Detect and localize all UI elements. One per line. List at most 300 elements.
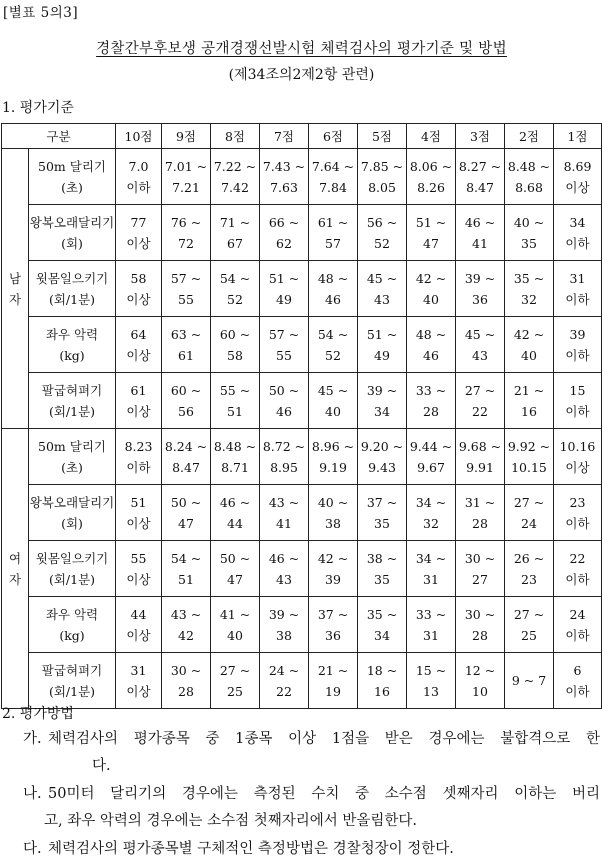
score-value: 57 ~ 55 <box>268 326 300 363</box>
score-value: 7.21 <box>172 179 200 195</box>
score-value: 26 ~ 23 <box>513 550 545 587</box>
test-item-label: (kg) <box>59 347 85 363</box>
score-value: 7.64 ~ <box>311 158 355 174</box>
test-item-label: (회/1분) <box>48 403 96 419</box>
score-cell <box>505 597 554 653</box>
score-value: 이상 <box>126 291 151 307</box>
score-value: 18 ~ 16 <box>366 662 398 699</box>
test-item-cell <box>29 373 116 429</box>
score-cell <box>211 261 260 317</box>
score-value: 55 ~ 51 <box>219 382 251 419</box>
score-value: 이상 <box>565 459 590 475</box>
score-value: 57 ~ 55 <box>170 270 202 307</box>
score-value: 이상 <box>126 683 151 699</box>
test-item-cell <box>29 485 116 541</box>
score-value: 39 ~ 34 <box>366 382 398 419</box>
table-header-row <box>2 124 602 149</box>
score-value: 39 ~ 38 <box>268 606 300 643</box>
score-value: 10.15 <box>511 459 547 475</box>
score-cell <box>116 597 162 653</box>
score-cell <box>116 429 162 485</box>
method-item <box>0 838 603 862</box>
score-value: 46 ~ 44 <box>219 494 251 531</box>
method-item-text: 체력검사의 평가종목별 구체적인 측정방법은 경찰청장이 정한다. <box>48 841 454 857</box>
score-cell <box>358 205 407 261</box>
header-score: 8점 <box>211 124 260 149</box>
score-cell <box>456 261 505 317</box>
score-cell <box>456 541 505 597</box>
score-value: 66 ~ 62 <box>268 214 300 251</box>
score-cell <box>116 373 162 429</box>
score-cell <box>162 653 211 709</box>
header-score: 9점 <box>162 124 211 149</box>
test-item-cell <box>29 149 116 205</box>
score-value: 8.24 ~ <box>164 438 208 454</box>
score-value: 이상 <box>126 403 151 419</box>
score-cell <box>309 205 358 261</box>
score-cell <box>407 653 456 709</box>
score-value: 45 ~ 40 <box>317 382 349 419</box>
gender-label: 여 <box>8 550 22 566</box>
score-value: 22 <box>569 550 586 566</box>
score-cell <box>554 373 602 429</box>
score-cell <box>358 429 407 485</box>
score-value: 10.16 <box>559 438 596 454</box>
score-value: 45 ~ 43 <box>464 326 496 363</box>
score-value: 8.72 ~ <box>262 438 306 454</box>
score-value: 27 ~ 25 <box>219 662 251 699</box>
score-cell <box>260 485 309 541</box>
score-value: 51 ~ 49 <box>366 326 398 363</box>
score-cell <box>505 541 554 597</box>
table-row <box>2 317 602 373</box>
table-row <box>2 597 602 653</box>
score-value: 24 ~ 22 <box>268 662 300 699</box>
method-item-text: 체력검사의 평가종목 중 1종목 이상 1점을 받은 경우에는 불합격으로 한 <box>48 731 600 747</box>
score-cell <box>162 597 211 653</box>
score-cell <box>358 373 407 429</box>
score-value: 30 ~ 28 <box>170 662 202 699</box>
score-value: 23 <box>569 494 586 510</box>
score-cell <box>211 317 260 373</box>
header-score: 3점 <box>456 124 505 149</box>
score-value: 9.67 <box>417 459 445 475</box>
score-cell <box>456 429 505 485</box>
score-value: 7.63 <box>270 179 298 195</box>
score-cell <box>116 261 162 317</box>
score-value: 30 ~ 27 <box>464 550 496 587</box>
table-row <box>2 149 602 205</box>
score-value: 61 <box>130 382 147 398</box>
gender-label: 남 <box>8 270 22 286</box>
score-value: 이하 <box>126 459 151 475</box>
score-value: 이하 <box>565 235 590 251</box>
score-cell <box>554 597 602 653</box>
score-value: 38 ~ 35 <box>366 550 398 587</box>
score-value: 44 <box>130 606 147 622</box>
method-item-marker: 나. <box>23 786 42 802</box>
table-row <box>2 205 602 261</box>
section1-heading: 1. 평가기준 <box>2 100 74 116</box>
score-cell <box>309 317 358 373</box>
score-cell <box>554 317 602 373</box>
score-value: 42 ~ 40 <box>513 326 545 363</box>
score-value: 7.01 ~ <box>164 158 208 174</box>
score-cell <box>505 317 554 373</box>
score-value: 이하 <box>565 683 590 699</box>
test-item-label: (회) <box>61 515 83 531</box>
evaluation-criteria-table <box>1 123 602 709</box>
document-title-text: 경찰간부후보생 공개경쟁선발시험 체력검사의 평가기준 및 방법 <box>96 41 507 57</box>
score-value: 8.27 ~ <box>458 158 502 174</box>
score-cell <box>554 261 602 317</box>
score-cell <box>162 373 211 429</box>
score-value: 이하 <box>565 403 590 419</box>
score-cell <box>407 429 456 485</box>
score-value: 54 ~ 52 <box>317 326 349 363</box>
score-value: 46 ~ 43 <box>268 550 300 587</box>
method-item-marker: 다. <box>23 841 42 857</box>
score-value: 이상 <box>126 515 151 531</box>
score-value: 8.47 <box>172 459 200 475</box>
method-item-text-continued: 고, 좌우 악력의 경우에는 소수점 첫째자리에서 반올림한다. <box>44 813 418 829</box>
score-cell <box>162 317 211 373</box>
score-value: 이상 <box>126 347 151 363</box>
document-subtitle: (제34조의2제2항 관련) <box>228 67 375 83</box>
score-value: 46 ~ 41 <box>464 214 496 251</box>
score-value: 39 ~ 36 <box>464 270 496 307</box>
score-cell <box>309 261 358 317</box>
score-value: 8.06 ~ <box>409 158 453 174</box>
score-value: 50 ~ 46 <box>268 382 300 419</box>
score-value: 64 <box>130 326 147 342</box>
method-item-marker: 가. <box>23 731 42 747</box>
annex-label: [별표 5의3] <box>3 5 79 21</box>
score-cell <box>554 485 602 541</box>
score-value: 8.05 <box>368 179 396 195</box>
score-value: 27 ~ 24 <box>513 494 545 531</box>
score-value: 8.23 <box>124 438 153 454</box>
score-cell <box>211 429 260 485</box>
score-cell <box>162 485 211 541</box>
score-value: 이상 <box>565 179 590 195</box>
test-item-label: (회) <box>61 235 83 251</box>
score-cell <box>505 485 554 541</box>
score-value: 12 ~ 10 <box>464 662 496 699</box>
score-value: 60 ~ 58 <box>219 326 251 363</box>
score-value: 8.68 <box>515 179 543 195</box>
score-value: 24 <box>569 606 586 622</box>
score-value: 9 ~ 7 <box>511 673 547 688</box>
method-item <box>0 728 603 776</box>
score-value: 이하 <box>565 291 590 307</box>
score-cell <box>260 541 309 597</box>
score-cell <box>554 429 602 485</box>
score-cell <box>309 149 358 205</box>
score-cell <box>309 541 358 597</box>
score-cell <box>554 653 602 709</box>
test-item-label: 팔굽혀펴기 <box>41 382 103 398</box>
score-value: 27 ~ 22 <box>464 382 496 419</box>
score-value: 21 ~ 16 <box>513 382 545 419</box>
score-value: 6 <box>573 662 582 678</box>
score-cell <box>260 373 309 429</box>
score-cell <box>456 317 505 373</box>
score-cell <box>505 205 554 261</box>
score-cell <box>456 653 505 709</box>
score-value: 7.22 ~ <box>213 158 257 174</box>
score-cell <box>358 485 407 541</box>
score-cell <box>309 485 358 541</box>
score-value: 8.26 <box>417 179 445 195</box>
score-cell <box>407 261 456 317</box>
score-value: 9.68 ~ <box>458 438 502 454</box>
score-cell <box>162 261 211 317</box>
score-value: 7.84 <box>319 179 347 195</box>
test-item-cell <box>29 653 116 709</box>
score-value: 43 ~ 41 <box>268 494 300 531</box>
score-value: 40 ~ 35 <box>513 214 545 251</box>
table-row <box>2 261 602 317</box>
score-value: 15 ~ 13 <box>415 662 447 699</box>
score-value: 30 ~ 28 <box>464 606 496 643</box>
score-value: 33 ~ 31 <box>415 606 447 643</box>
test-item-label: 좌우 악력 <box>45 326 99 342</box>
header-score: 4점 <box>407 124 456 149</box>
score-cell <box>260 317 309 373</box>
score-value: 63 ~ 61 <box>170 326 202 363</box>
score-value: 9.20 ~ <box>360 438 404 454</box>
test-item-cell <box>29 541 116 597</box>
score-value: 21 ~ 19 <box>317 662 349 699</box>
score-cell <box>116 485 162 541</box>
score-value: 50 ~ 47 <box>219 550 251 587</box>
score-cell <box>309 429 358 485</box>
score-value: 31 <box>569 270 586 286</box>
score-cell <box>407 541 456 597</box>
header-score: 2점 <box>505 124 554 149</box>
header-score: 1점 <box>554 124 602 149</box>
score-value: 이상 <box>126 235 151 251</box>
score-value: 51 <box>130 494 147 510</box>
score-value: 8.47 <box>466 179 494 195</box>
score-cell <box>162 205 211 261</box>
score-cell <box>505 653 554 709</box>
score-value: 8.48 ~ <box>213 438 257 454</box>
test-item-label: 윗몸일으키기 <box>35 550 109 566</box>
score-value: 51 ~ 49 <box>268 270 300 307</box>
score-cell <box>211 653 260 709</box>
score-cell <box>309 597 358 653</box>
header-score: 6점 <box>309 124 358 149</box>
score-cell <box>505 373 554 429</box>
score-cell <box>456 485 505 541</box>
score-cell <box>407 149 456 205</box>
score-cell <box>505 261 554 317</box>
score-value: 33 ~ 28 <box>415 382 447 419</box>
score-cell <box>211 205 260 261</box>
score-cell <box>407 597 456 653</box>
test-item-label: 50m 달리기 <box>38 438 106 454</box>
score-value: 42 ~ 39 <box>317 550 349 587</box>
score-cell <box>554 541 602 597</box>
score-cell <box>554 205 602 261</box>
test-item-label: (회/1분) <box>48 291 96 307</box>
score-value: 9.92 ~ <box>507 438 551 454</box>
score-value: 48 ~ 46 <box>415 326 447 363</box>
score-value: 34 <box>569 214 586 230</box>
score-value: 이하 <box>565 515 590 531</box>
test-item-label: (kg) <box>59 627 85 643</box>
table-row <box>2 653 602 709</box>
score-value: 9.43 <box>368 459 396 475</box>
test-item-cell <box>29 261 116 317</box>
score-cell <box>407 205 456 261</box>
score-value: 37 ~ 36 <box>317 606 349 643</box>
score-value: 8.96 ~ <box>311 438 355 454</box>
score-cell <box>260 149 309 205</box>
score-value: 8.95 <box>270 459 298 475</box>
score-value: 이하 <box>565 571 590 587</box>
score-cell <box>260 653 309 709</box>
score-value: 54 ~ 51 <box>170 550 202 587</box>
score-value: 7.85 ~ <box>360 158 404 174</box>
score-value: 77 <box>130 214 147 230</box>
score-cell <box>211 541 260 597</box>
score-value: 31 ~ 28 <box>464 494 496 531</box>
score-cell <box>456 149 505 205</box>
method-item-text-continued: 다. <box>92 758 111 774</box>
score-value: 61 ~ 57 <box>317 214 349 251</box>
score-cell <box>211 485 260 541</box>
score-value: 51 ~ 47 <box>415 214 447 251</box>
test-item-label: (초) <box>61 459 83 475</box>
score-cell <box>407 317 456 373</box>
test-item-label: (회/1분) <box>48 683 96 699</box>
test-item-label: (초) <box>61 179 83 195</box>
score-cell <box>116 205 162 261</box>
gender-label: 자 <box>8 571 22 587</box>
score-value: 55 <box>130 550 147 566</box>
test-item-label: 왕복오래달리기 <box>29 494 115 510</box>
score-cell <box>211 149 260 205</box>
score-cell <box>309 653 358 709</box>
test-item-label: 윗몸일으키기 <box>35 270 109 286</box>
score-cell <box>116 653 162 709</box>
table-row <box>2 541 602 597</box>
test-item-cell <box>29 205 116 261</box>
header-score: 7점 <box>260 124 309 149</box>
score-cell <box>116 541 162 597</box>
score-value: 7.42 <box>221 179 249 195</box>
score-value: 이하 <box>126 179 151 195</box>
score-cell <box>358 541 407 597</box>
score-value: 15 <box>569 382 586 398</box>
score-value: 8.71 <box>221 459 249 475</box>
score-cell <box>162 541 211 597</box>
score-value: 이상 <box>126 571 151 587</box>
score-cell <box>358 317 407 373</box>
score-value: 8.48 ~ <box>507 158 551 174</box>
score-value: 58 <box>130 270 147 286</box>
score-value: 76 ~ 72 <box>170 214 202 251</box>
score-cell <box>358 653 407 709</box>
score-cell <box>358 149 407 205</box>
test-item-label: 50m 달리기 <box>38 158 106 174</box>
score-cell <box>116 317 162 373</box>
score-cell <box>456 597 505 653</box>
document-title <box>0 37 603 58</box>
test-item-cell <box>29 429 116 485</box>
score-value: 이상 <box>126 627 151 643</box>
method-item-text: 50미터 달리기의 경우에는 측정된 수치 중 소수점 셋째자리 이하는 버리 <box>48 786 600 802</box>
score-value: 41 ~ 40 <box>219 606 251 643</box>
section2-heading: 2. 평가방법 <box>2 706 74 722</box>
score-cell <box>211 373 260 429</box>
score-value: 42 ~ 40 <box>415 270 447 307</box>
score-value: 48 ~ 46 <box>317 270 349 307</box>
score-value: 45 ~ 43 <box>366 270 398 307</box>
score-cell <box>505 429 554 485</box>
test-item-cell <box>29 597 116 653</box>
score-value: 35 ~ 32 <box>513 270 545 307</box>
score-value: 9.44 ~ <box>409 438 453 454</box>
score-cell <box>116 149 162 205</box>
header-score: 5점 <box>358 124 407 149</box>
score-cell <box>162 149 211 205</box>
method-item <box>0 783 603 831</box>
score-value: 35 ~ 34 <box>366 606 398 643</box>
score-value: 39 <box>569 326 586 342</box>
score-cell <box>260 261 309 317</box>
score-value: 8.69 <box>563 158 592 174</box>
score-value: 60 ~ 56 <box>170 382 202 419</box>
score-value: 34 ~ 31 <box>415 550 447 587</box>
score-cell <box>260 597 309 653</box>
score-cell <box>505 149 554 205</box>
score-value: 9.91 <box>466 459 494 475</box>
score-value: 27 ~ 25 <box>513 606 545 643</box>
score-cell <box>358 597 407 653</box>
score-cell <box>260 205 309 261</box>
test-item-label: 좌우 악력 <box>45 606 99 622</box>
header-category: 구분 <box>2 124 116 149</box>
score-cell <box>358 261 407 317</box>
header-score: 10점 <box>116 124 162 149</box>
test-item-label: 왕복오래달리기 <box>29 214 115 230</box>
table-body <box>2 124 602 709</box>
score-value: 56 ~ 52 <box>366 214 398 251</box>
test-item-label: (회/1분) <box>48 571 96 587</box>
score-value: 40 ~ 38 <box>317 494 349 531</box>
score-value: 54 ~ 52 <box>219 270 251 307</box>
score-cell <box>456 205 505 261</box>
score-value: 이하 <box>565 347 590 363</box>
score-cell <box>407 373 456 429</box>
score-cell <box>260 429 309 485</box>
score-cell <box>162 429 211 485</box>
score-cell <box>309 373 358 429</box>
gender-label: 자 <box>8 291 22 307</box>
table-row <box>2 373 602 429</box>
gender-cell <box>2 429 29 709</box>
score-cell <box>407 485 456 541</box>
score-value: 7.0 <box>128 158 149 174</box>
table-row <box>2 485 602 541</box>
score-value: 50 ~ 47 <box>170 494 202 531</box>
test-item-cell <box>29 317 116 373</box>
score-value: 37 ~ 35 <box>366 494 398 531</box>
